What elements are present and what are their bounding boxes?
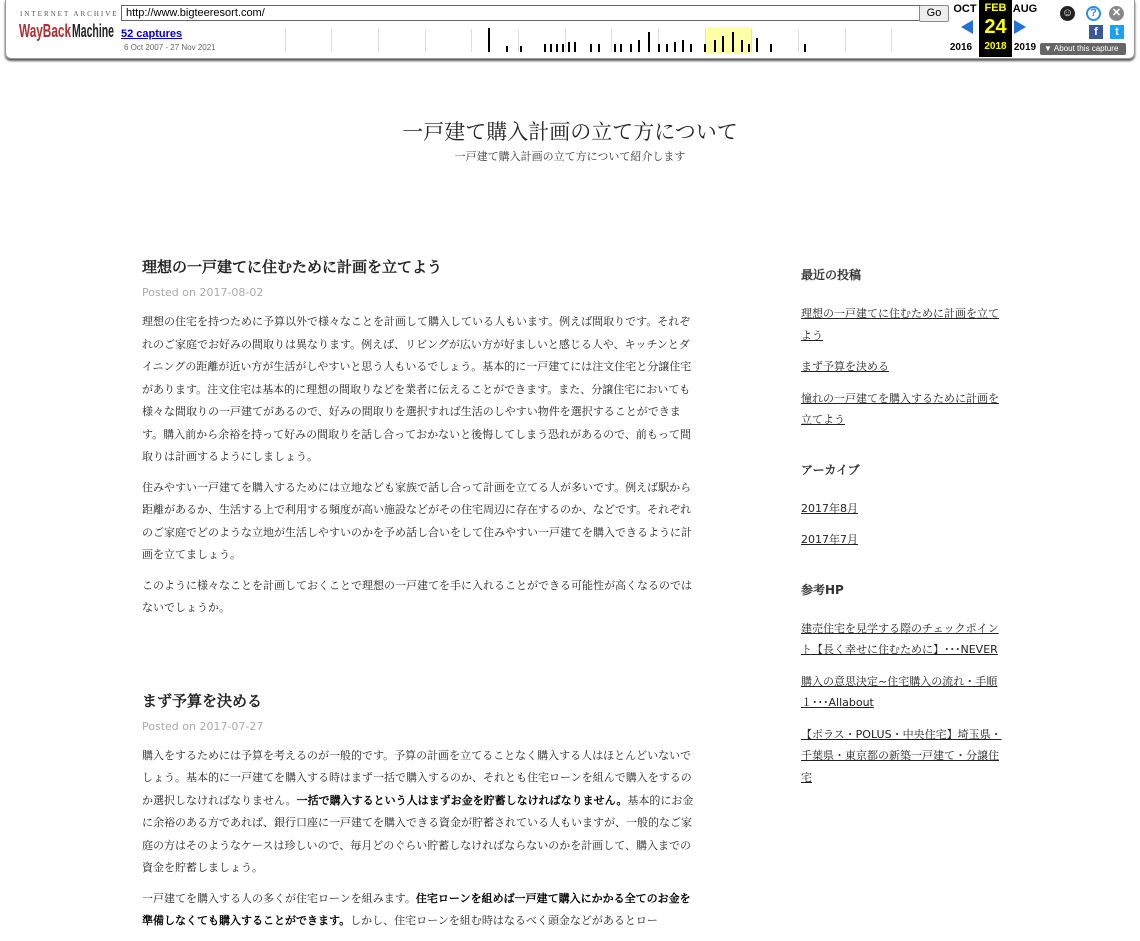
post-title[interactable]: 理想の一戸建てに住むために計画を立てよう [142, 258, 443, 276]
wayback-brand-top: INTERNET ARCHIVE [20, 10, 119, 18]
bold-text: 一括で購入するという人はまずお金を貯蓄しなければなりません。 [296, 793, 628, 807]
capture-sparkline[interactable] [238, 27, 938, 54]
current-capture [979, 0, 1012, 57]
post-date[interactable]: Posted on 2017-07-27 [142, 719, 264, 733]
triangle-down-icon: ▼ [1044, 44, 1052, 53]
list-item [801, 671, 1006, 714]
svg-text:WayBack: WayBack [19, 21, 72, 41]
text-segment: 基本的にお金に余裕のある方であれば、銀行口座に一戸建てを購入できる資金が貯蓄されている人もいますが、一般的なご家庭の方はそのようなケースは珍しいので、毎月どのぐらい貯蓄しなければならないのかを計画して、購入までの資金を貯蓄しましょう。 [142, 793, 694, 874]
list-item [801, 356, 1006, 378]
post-paragraph: 住みやすい一戸建てを購入するためには立地なども家族で話し合って計画を立てる人が多いです。例えば駅から距離があるか、生活する上で利用する頻度が高い施設などがその住宅周辺に存在するのか、などです。それぞれのご家庭でどのような立地が生活しやすいのかを予め話し合いをして住みやすい一戸建てを購入できるように計画を立てましょう。 [142, 480, 692, 561]
wayback-go-button[interactable]: Go [919, 5, 949, 22]
list-item [801, 724, 1006, 789]
site-description: 一戸建て購入計画の立て方について紹介します [454, 150, 686, 163]
list-item [801, 303, 1006, 346]
post [142, 256, 698, 620]
current-day: 24 [984, 16, 1007, 38]
current-month: FEB [984, 2, 1007, 14]
main-content [142, 256, 698, 941]
wayback-logo[interactable] [18, 18, 115, 42]
archive-list [801, 498, 1006, 551]
captures-link[interactable]: 52 captures [121, 28, 183, 40]
recent-post-link[interactable]: まず予算を決める [801, 360, 889, 373]
text-segment: 購入をするためには予算を考えるのが一般的です。予算の計画を立てることなく購入する人はほとんどいないでしょう。基本的に一戸建てを購入する時はまず一括で購入するのか、それとも住宅ローンを組んで購入をするのか選択しなければなりません。 [142, 748, 692, 807]
prev-year[interactable]: 2016 [949, 42, 973, 53]
post-paragraph: 理想の住宅を持つために予算以外で様々なことを計画して購入している人もいます。例えば間取りです。それぞれのご家庭でお好みの間取りは異なります。例えば、リビングが広い方が好ましいと感じる人や、キッチンとダイニングの距離が近い方が生活がしやすいと思う人もいるでしょう。基本的に一戸建てには注文住宅と分譲住宅があります。注文住宅は基本的に理想の間取りなどを業者に伝えることができます。また、分譲住宅においても様々な間取りの一戸建てがあるので、好みの間取りを選択すれば生活のしやすい物件を選択することができます。購入前から余裕を持って好みの間取りを話し合っておかないと後悔してしまう恐れがあるので、前もって間取りは計画するようにしましょう。 [142, 315, 692, 463]
reference-list [801, 618, 1006, 789]
prev-capture-arrow-icon[interactable] [961, 20, 973, 34]
list-item [801, 529, 1006, 551]
next-capture-arrow-icon[interactable] [1014, 20, 1026, 34]
list-item [801, 498, 1006, 520]
facebook-icon[interactable]: f [1089, 25, 1103, 39]
about-capture-label: About this capture [1053, 44, 1119, 53]
recent-post-link[interactable]: 理想の一戸建てに住むために計画を立てよう [801, 307, 999, 342]
text-segment: しかし、住宅ローンを組む時はなるべく頭金などがあるとロー [350, 914, 658, 927]
sidebar [801, 266, 1006, 818]
reference-link[interactable]: 【ポラス・POLUS・中央住宅】埼玉県・千葉県・東京都の新築一戸建て・分譲住宅 [801, 727, 1002, 784]
post-paragraph [142, 745, 698, 880]
wayback-toolbar [5, 0, 1135, 59]
post-paragraph [142, 888, 698, 933]
next-year[interactable]: 2019 [1013, 42, 1037, 53]
wayback-url-input[interactable]: http://www.bigteeresort.com/ [121, 5, 923, 21]
reference-link[interactable]: 購入の意思決定~住宅購入の流れ・手順１･･･Allabout [801, 674, 998, 709]
list-item [801, 618, 1006, 661]
user-icon[interactable]: ☺ [1061, 7, 1074, 19]
recent-posts-list [801, 303, 1006, 431]
widget-title-reference: 参考HP [801, 582, 844, 597]
site-title[interactable]: 一戸建て購入計画の立て方について [402, 120, 738, 144]
text-segment: 一戸建てを購入する人の多くが住宅ローンを組みます。 [142, 891, 416, 905]
bold-text: 住宅ローンを組めば一戸建て購入にかかる全てのお金を準備しなくても購入することができます。 [142, 891, 691, 927]
recent-post-link[interactable]: 憧れの一戸建てを購入するために計画を立てよう [801, 391, 999, 426]
reference-link[interactable]: 建売住宅を見学する際のチェックポイント【長く幸せに住むために】･･･NEVER [801, 621, 999, 656]
post-date[interactable]: Posted on 2017-08-02 [142, 286, 264, 299]
svg-text:Machine: Machine [72, 21, 114, 41]
widget-title-archive: アーカイブ [801, 462, 860, 477]
capture-range: 6 Oct 2007 - 27 Nov 2021 [124, 43, 216, 52]
post-title[interactable]: まず予算を決める [142, 691, 263, 710]
post [142, 690, 698, 933]
post-paragraph: このように様々なことを計画しておくことで理想の一戸建てを手に入れることができる可能性が高くなるのではないでしょうか。 [142, 578, 692, 614]
twitter-icon[interactable]: t [1110, 25, 1124, 39]
help-icon[interactable]: ? [1086, 6, 1101, 21]
close-icon[interactable]: ✕ [1109, 6, 1124, 21]
widget-title-recent: 最近の投稿 [801, 268, 862, 282]
archive-link[interactable]: 2017年7月 [801, 533, 858, 546]
current-year: 2018 [984, 41, 1007, 52]
next-month[interactable]: AUG [1012, 3, 1038, 15]
list-item [801, 388, 1006, 431]
archive-link[interactable]: 2017年8月 [801, 501, 858, 515]
about-capture-button[interactable] [1040, 43, 1126, 55]
prev-month[interactable]: OCT [953, 3, 977, 15]
